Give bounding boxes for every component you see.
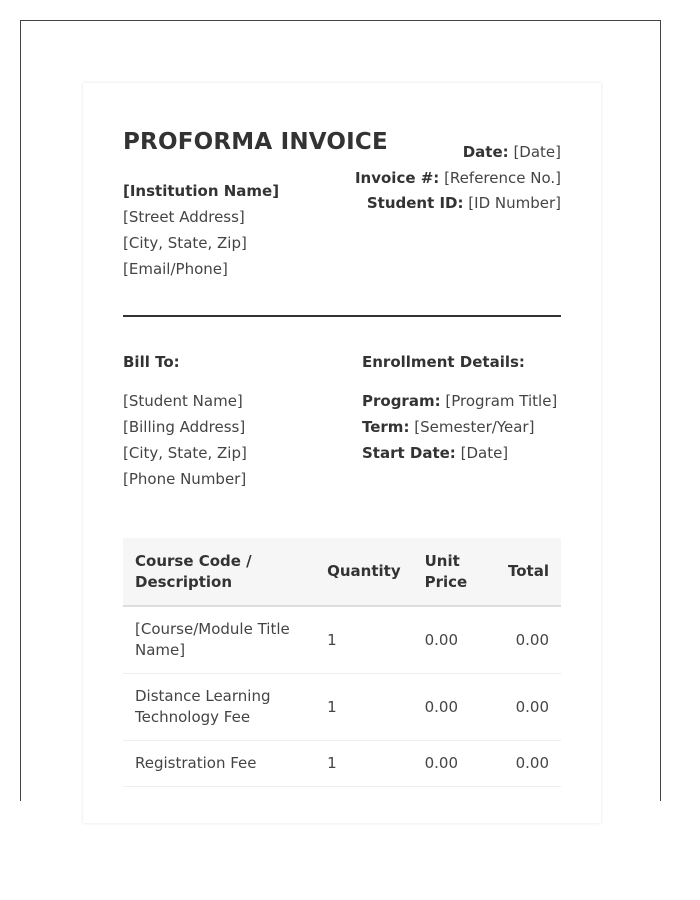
line-items-table	[123, 538, 561, 787]
table-row	[123, 674, 561, 741]
header-description: Course Code / Description	[123, 538, 315, 606]
row-description: Distance Learning Technology Fee	[123, 674, 315, 741]
bill-to-phone: [Phone Number]	[123, 470, 247, 488]
meta-date	[355, 140, 561, 166]
row-description: Registration Fee	[123, 741, 315, 787]
row-unit-price: 0.00	[413, 674, 496, 741]
term-value: [Semester/Year]	[414, 418, 535, 436]
meta-student-value: [ID Number]	[468, 194, 561, 212]
bill-to-heading: Bill To:	[123, 353, 180, 371]
enrollment-term	[362, 414, 557, 440]
header-divider	[123, 315, 561, 317]
row-unit-price: 0.00	[413, 741, 496, 787]
enrollment-block	[362, 351, 557, 466]
header-quantity: Quantity	[315, 538, 413, 606]
meta-invoice-label: Invoice #:	[354, 168, 440, 187]
invoice-card	[83, 83, 601, 823]
bill-to-student-name: [Student Name]	[123, 392, 243, 410]
table-row	[123, 606, 561, 674]
meta-invoice-value: [Reference No.]	[444, 168, 561, 187]
start-date-label: Start Date:	[362, 444, 456, 462]
institution-name: [Institution Name]	[123, 182, 280, 200]
row-quantity: 1	[315, 674, 413, 741]
invoice-title: PROFORMA INVOICE	[123, 129, 388, 155]
header-unit-price: Unit Price	[413, 538, 496, 606]
row-unit-price: 0.00	[413, 606, 496, 674]
row-total: 0.00	[496, 606, 561, 674]
start-date-value: [Date]	[460, 444, 509, 462]
term-label: Term:	[362, 418, 410, 436]
program-value: [Program Title]	[445, 392, 558, 410]
table-row	[123, 741, 561, 787]
page-frame	[20, 20, 661, 801]
institution-contact: [Email/Phone]	[123, 260, 228, 278]
bill-to-block	[123, 351, 247, 492]
meta-invoice	[355, 166, 561, 192]
institution-block	[123, 178, 279, 282]
row-total: 0.00	[496, 741, 561, 787]
institution-street: [Street Address]	[123, 208, 245, 226]
table-header-row	[123, 538, 561, 606]
bill-to-address: [Billing Address]	[123, 418, 246, 436]
header-total: Total	[496, 538, 561, 606]
row-total: 0.00	[496, 674, 561, 741]
bill-to-city: [City, State, Zip]	[123, 444, 247, 462]
meta-student	[355, 191, 561, 217]
invoice-meta	[355, 140, 561, 217]
program-label: Program:	[362, 392, 441, 410]
enrollment-program	[362, 388, 557, 414]
meta-date-value: [Date]	[513, 143, 561, 161]
row-quantity: 1	[315, 741, 413, 787]
meta-student-label: Student ID:	[366, 194, 464, 212]
enrollment-start	[362, 440, 557, 466]
institution-city: [City, State, Zip]	[123, 234, 247, 252]
row-quantity: 1	[315, 606, 413, 674]
meta-date-label: Date:	[462, 143, 509, 161]
enrollment-heading: Enrollment Details:	[362, 353, 525, 371]
row-description: [Course/Module Title Name]	[123, 606, 315, 674]
